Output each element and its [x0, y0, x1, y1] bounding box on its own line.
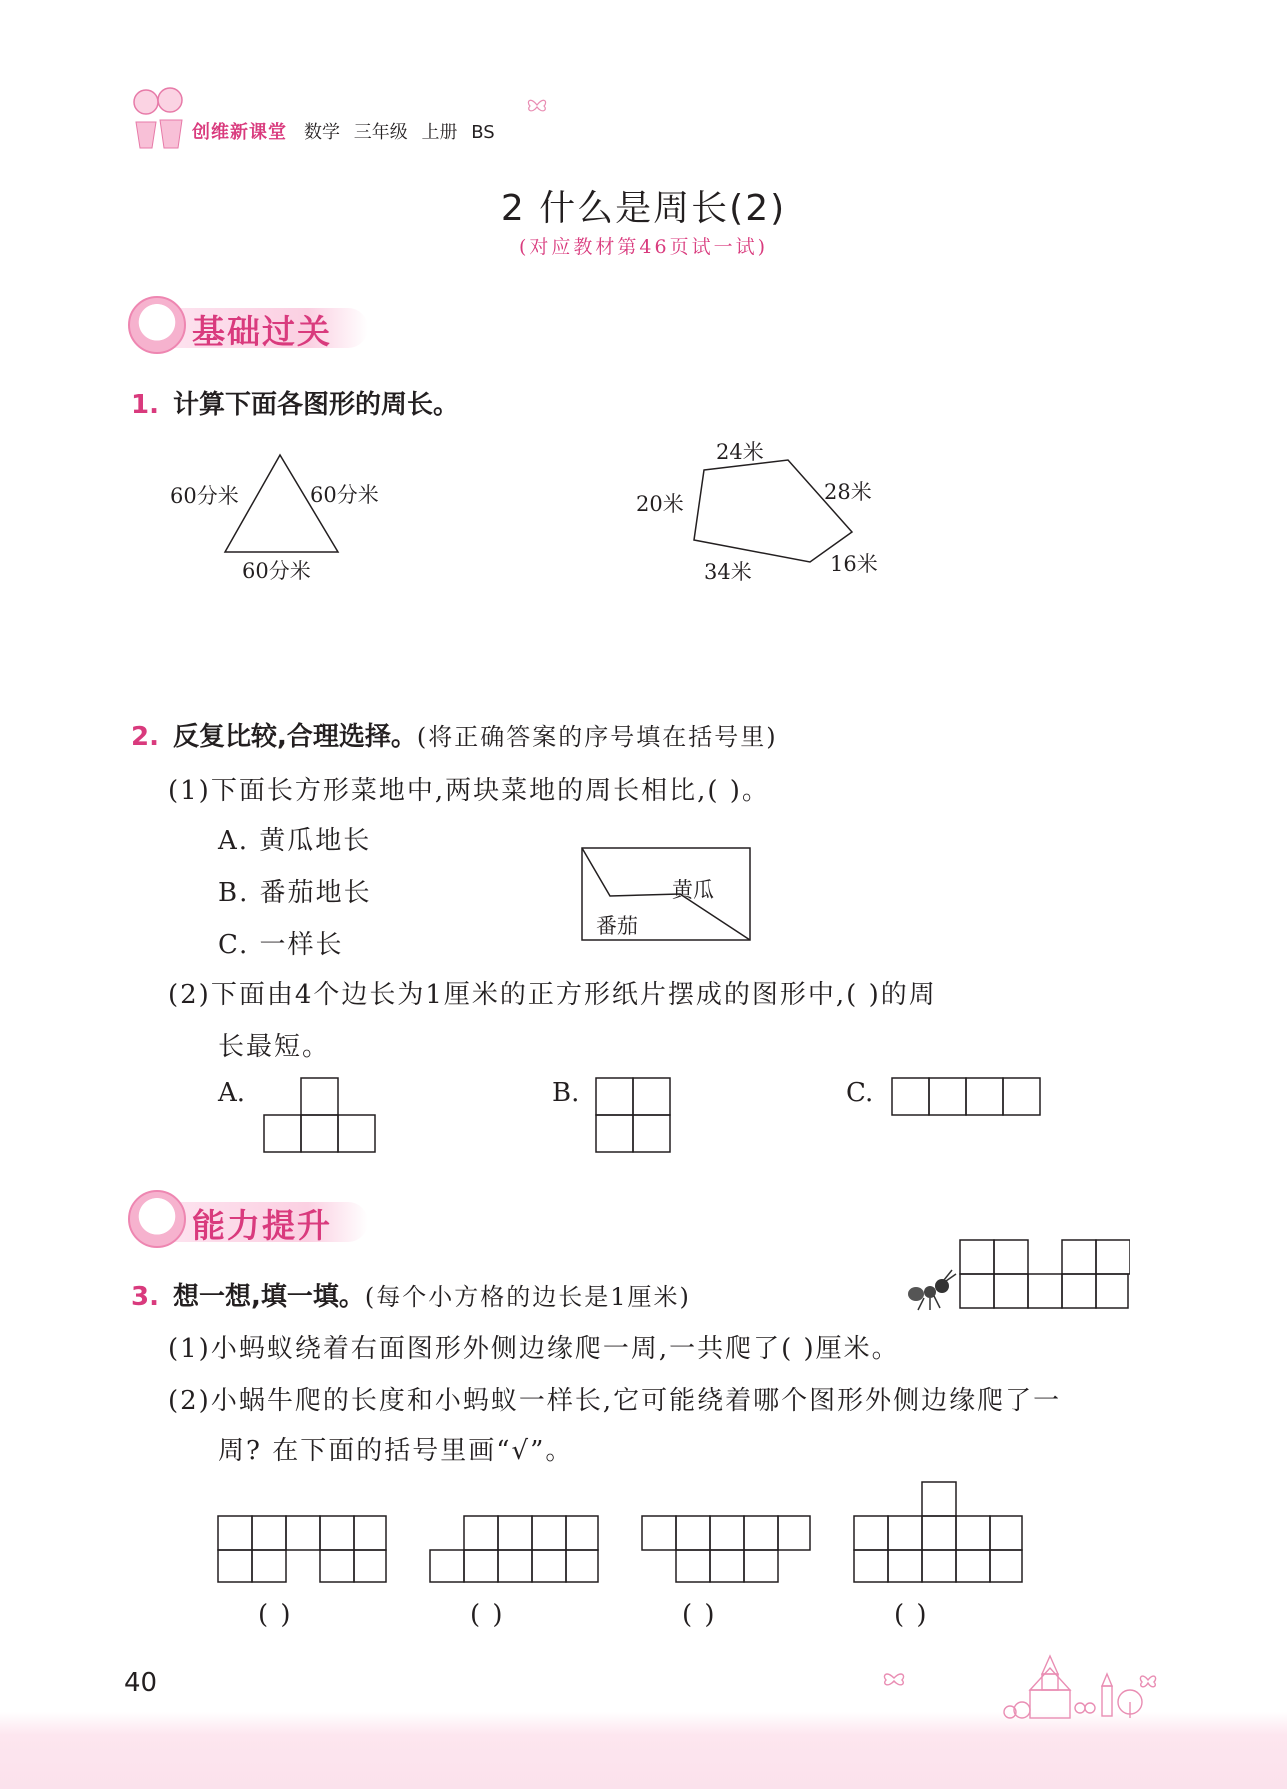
q3-sub2-line1: (2)小蜗牛爬的长度和小蚂蚁一样长,它可能绕着哪个图形外侧边缘爬了一 [168, 1386, 1062, 1416]
option-b: B. 番茄地长 [218, 878, 372, 908]
q3-sub1: (1)小蚂蚁绕着右面图形外侧边缘爬一周,一共爬了( )厘米。 [168, 1334, 900, 1364]
question-number: 2. [131, 722, 159, 752]
shape-option-c-label: C. [846, 1078, 874, 1108]
snail-figure-3 [640, 1514, 812, 1584]
snail-figure-4 [852, 1480, 1024, 1584]
page-subtitle: (对应教材第46页试一试) [518, 236, 768, 258]
question-text: 反复比较,合理选择。 [172, 722, 417, 752]
section-banner-advanced [128, 1190, 378, 1250]
triangle-bottom-label: 60分米 [242, 559, 311, 583]
option-a: A. 黄瓜地长 [218, 826, 372, 856]
question-1 [131, 384, 459, 421]
grade: 三年级 [353, 122, 408, 143]
kids-logo-icon [128, 82, 188, 152]
cucumber-label: 黄瓜 [672, 878, 714, 902]
question-2 [131, 716, 778, 753]
answer-blank-3[interactable]: ( ) [682, 1600, 717, 1630]
shape-option-a [262, 1076, 378, 1154]
edition: BS [471, 122, 495, 143]
snail-figure-1 [216, 1514, 388, 1584]
triangle-left-label: 60分米 [170, 484, 239, 508]
shape-option-a-label: A. [218, 1078, 246, 1108]
question-number: 3. [131, 1282, 159, 1312]
pentagon-lower-right-label: 16米 [830, 552, 878, 576]
pentagon-bottom-label: 34米 [704, 560, 752, 584]
section-title: 基础过关 [192, 312, 332, 351]
question-hint: (每个小方格的边长是1厘米) [364, 1283, 691, 1311]
answer-blank-4[interactable]: ( ) [894, 1600, 929, 1630]
section-title: 能力提升 [192, 1206, 332, 1245]
volume: 上册 [421, 122, 458, 143]
q2-sub1: (1)下面长方形菜地中,两块菜地的周长相比,( )。 [168, 776, 770, 806]
butterfly-icon [526, 96, 548, 114]
tomato-label: 番茄 [596, 914, 638, 938]
book-meta [304, 118, 503, 144]
pentagon-top-label: 24米 [716, 440, 764, 464]
option-c: C. 一样长 [218, 930, 344, 960]
mascot-badge-icon [128, 1190, 186, 1248]
castle-decoration-icon [880, 1650, 1170, 1720]
page-number: 40 [124, 1668, 158, 1698]
question-hint: (将正确答案的序号填在括号里) [416, 723, 778, 751]
answer-blank-2[interactable]: ( ) [470, 1600, 505, 1630]
subject: 数学 [304, 122, 340, 143]
ant-icon [902, 1264, 958, 1314]
question-number: 1. [131, 390, 159, 420]
q2-sub2-line2: 长最短。 [218, 1032, 331, 1062]
pentagon-left-label: 20米 [636, 492, 684, 516]
ant-path-figure [958, 1238, 1130, 1310]
footer-band [0, 1712, 1287, 1789]
triangle-right-label: 60分米 [310, 483, 379, 507]
shape-option-c [890, 1076, 1044, 1118]
mascot-badge-icon [128, 296, 186, 354]
question-3 [131, 1276, 691, 1313]
section-banner-basic [128, 296, 378, 356]
shape-option-b-label: B. [552, 1078, 580, 1108]
brand-name: 创维新课堂 [192, 122, 287, 143]
q3-sub2-line2: 周? 在下面的括号里画“√”。 [218, 1436, 574, 1466]
pentagon-right-label: 28米 [824, 480, 872, 504]
shape-option-b [594, 1076, 674, 1154]
snail-figure-2 [428, 1514, 600, 1584]
answer-blank-1[interactable]: ( ) [258, 1600, 293, 1630]
q2-sub2-line1: (2)下面由4个边长为1厘米的正方形纸片摆成的图形中,( )的周 [168, 980, 937, 1010]
page-title: 2 什么是周长(2) [500, 188, 787, 229]
question-text: 计算下面各图形的周长。 [172, 390, 459, 420]
question-text: 想一想,填一填。 [172, 1282, 365, 1312]
